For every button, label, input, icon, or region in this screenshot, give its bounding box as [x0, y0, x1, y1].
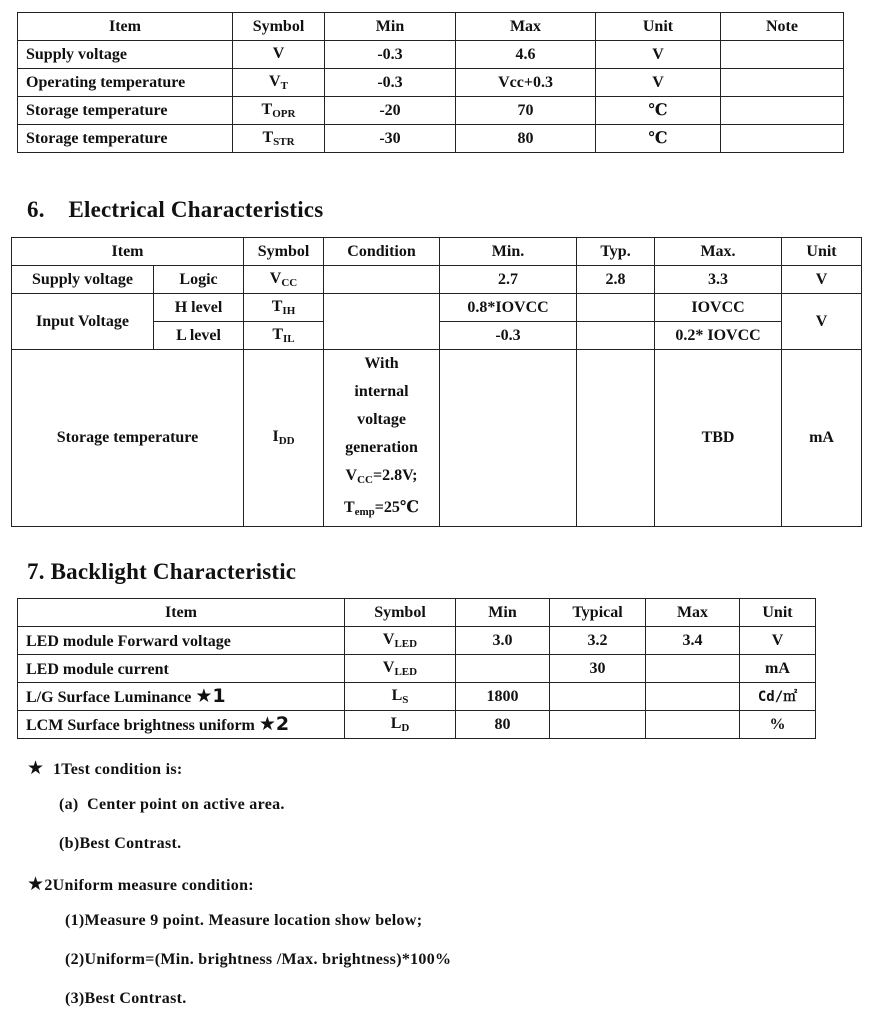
cell-typ [550, 711, 646, 739]
star-icon: ★ [27, 757, 45, 779]
backlight-table [17, 598, 816, 739]
header-min: Min [325, 13, 456, 41]
cell-item: Input Voltage [12, 294, 154, 350]
header-min: Min. [440, 238, 577, 266]
cell-symbol: $T_{STR}$ [233, 125, 325, 153]
table-header-row [18, 599, 816, 627]
cell-item: Storage temperature [12, 350, 244, 527]
cell-symbol: $V_T$ [233, 69, 325, 97]
header-max: Max [646, 599, 740, 627]
cell-sub-item: L level [154, 322, 244, 350]
note-2c: (3)Best Contrast. [65, 990, 187, 1007]
cell-min: 3.0 [456, 627, 550, 655]
cell-min [456, 655, 550, 683]
cell-unit: ℃ [596, 125, 721, 153]
table-row [18, 683, 816, 711]
electrical-characteristics-heading: 6. Electrical Characteristics [27, 197, 324, 222]
cell-max: 3.3 [655, 266, 782, 294]
cell-unit: ℃ [596, 97, 721, 125]
cell-symbol: $T_{IH}$ [244, 294, 324, 322]
cell-typ [577, 350, 655, 527]
cell-item: Operating temperature [18, 69, 233, 97]
header-typical: Typical [550, 599, 646, 627]
cell-max [646, 683, 740, 711]
cell-typ [550, 683, 646, 711]
cell-symbol: $V_{LED}$ [345, 627, 456, 655]
cell-item: Storage temperature [18, 125, 233, 153]
cell-max: TBD [655, 350, 782, 527]
cell-min: -30 [325, 125, 456, 153]
cell-max [646, 711, 740, 739]
cell-max [646, 655, 740, 683]
cell-min: 0.8*IOVCC [440, 294, 577, 322]
header-typ: Typ. [577, 238, 655, 266]
cell-unit: V [596, 69, 721, 97]
table-row [18, 41, 844, 69]
cell-item: Storage temperature [18, 97, 233, 125]
cell-max: Vcc+0.3 [456, 69, 596, 97]
table-row [12, 350, 862, 527]
cell-item: Supply voltage [18, 41, 233, 69]
cell-condition [324, 294, 440, 350]
cell-unit: V [740, 627, 816, 655]
header-item: Item [18, 599, 345, 627]
cell-typ [577, 322, 655, 350]
cell-symbol: $L_D$ [345, 711, 456, 739]
cell-min: 80 [456, 711, 550, 739]
cell-max: 0.2* IOVCC [655, 322, 782, 350]
star-icon: ★ [27, 873, 45, 895]
table-row [18, 97, 844, 125]
note-1b: (b)Best Contrast. [59, 835, 182, 852]
cell-symbol: $V_{CC}$ [244, 266, 324, 294]
cell-max: 3.4 [646, 627, 740, 655]
cell-typ: 30 [550, 655, 646, 683]
cell-unit: mA [740, 655, 816, 683]
table-header-row [18, 13, 844, 41]
cell-max: 4.6 [456, 41, 596, 69]
cell-symbol: V [233, 41, 325, 69]
header-max: Max [456, 13, 596, 41]
cell-typ [577, 294, 655, 322]
header-unit: Unit [782, 238, 862, 266]
cell-unit: % [740, 711, 816, 739]
cell-condition: With internal voltage generation $V_{CC}=2.8V$; $T_{emp}=25℃$ [324, 350, 440, 527]
table-row [18, 627, 816, 655]
cell-unit: V [782, 294, 862, 350]
header-condition: Condition [324, 238, 440, 266]
header-max: Max. [655, 238, 782, 266]
cell-min: -0.3 [440, 322, 577, 350]
cell-sub-item: H level [154, 294, 244, 322]
cell-min: -20 [325, 97, 456, 125]
header-item: Item [18, 13, 233, 41]
cell-item: LED module current [18, 655, 345, 683]
note-1-heading: ★ 1Test condition is: [27, 757, 183, 779]
table-row [18, 69, 844, 97]
cell-min: 2.7 [440, 266, 577, 294]
cell-item: LCM Surface brightness uniform ★2 [18, 711, 345, 739]
header-symbol: Symbol [345, 599, 456, 627]
cell-symbol: $L_S$ [345, 683, 456, 711]
backlight-heading: 7. Backlight Characteristic [27, 559, 297, 584]
cell-item: Supply voltage [12, 266, 154, 294]
cell-min: -0.3 [325, 41, 456, 69]
table-row [12, 266, 862, 294]
cell-condition [324, 266, 440, 294]
cell-typ: 2.8 [577, 266, 655, 294]
cell-symbol: $V_{LED}$ [345, 655, 456, 683]
cell-max: 70 [456, 97, 596, 125]
cell-typ: 3.2 [550, 627, 646, 655]
absolute-ratings-table [17, 12, 844, 153]
cell-min [440, 350, 577, 527]
header-unit: Unit [740, 599, 816, 627]
table-row [18, 655, 816, 683]
cell-max: IOVCC [655, 294, 782, 322]
cell-max: 80 [456, 125, 596, 153]
cell-min: 1800 [456, 683, 550, 711]
cell-min: -0.3 [325, 69, 456, 97]
table-row [18, 711, 816, 739]
header-unit: Unit [596, 13, 721, 41]
cell-item: L/G Surface Luminance ★1 [18, 683, 345, 711]
cell-unit: Cd/㎡ [740, 683, 816, 711]
cell-symbol: $I_{DD}$ [244, 350, 324, 527]
cell-unit: V [782, 266, 862, 294]
cell-note [721, 41, 844, 69]
cell-symbol: $T_{IL}$ [244, 322, 324, 350]
cell-note [721, 125, 844, 153]
header-min: Min [456, 599, 550, 627]
header-note: Note [721, 13, 844, 41]
cell-item: LED module Forward voltage [18, 627, 345, 655]
table-header-row [12, 238, 862, 266]
electrical-characteristics-table [11, 237, 862, 527]
note-2b: (2)Uniform=(Min. brightness /Max. brightness)*100% [65, 951, 452, 968]
table-row [18, 125, 844, 153]
header-symbol: Symbol [233, 13, 325, 41]
cell-symbol: $T_{OPR}$ [233, 97, 325, 125]
cell-sub-item: Logic [154, 266, 244, 294]
cell-note [721, 69, 844, 97]
cell-unit: V [596, 41, 721, 69]
header-symbol: Symbol [244, 238, 324, 266]
header-item: Item [12, 238, 244, 266]
cell-note [721, 97, 844, 125]
note-1a: (a) Center point on active area. [59, 796, 285, 813]
cell-unit: mA [782, 350, 862, 527]
table-row [12, 294, 862, 322]
note-2a: (1)Measure 9 point. Measure location show below; [65, 912, 423, 929]
note-2-heading: ★2Uniform measure condition: [27, 873, 254, 895]
